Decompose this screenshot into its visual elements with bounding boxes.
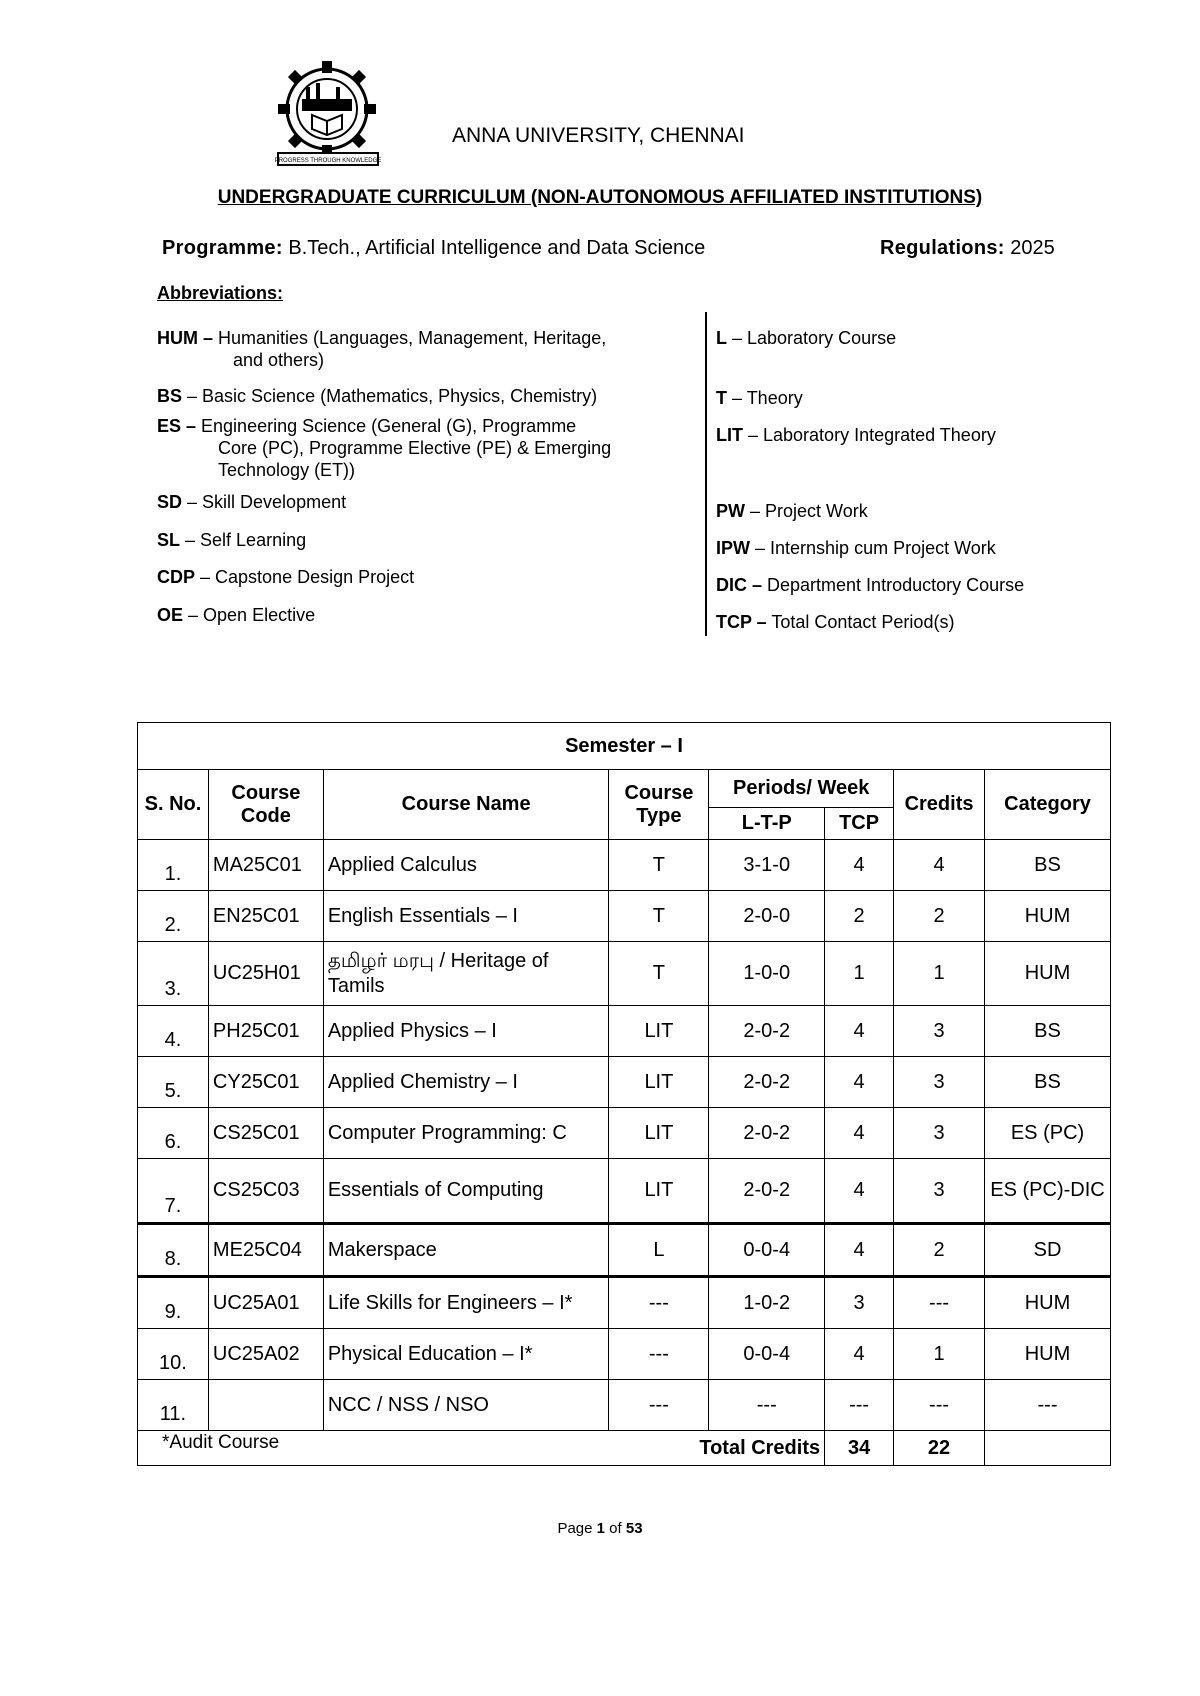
table-row: 9. UC25A01 Life Skills for Engineers – I* --- 1-0-2 3 --- HUM xyxy=(138,1277,1111,1329)
svg-text:PROGRESS THROUGH KNOWLEDGE: PROGRESS THROUGH KNOWLEDGE xyxy=(274,158,382,164)
abbr-dic: DIC – Department Introductory Course xyxy=(716,575,1025,595)
table-row: 5. CY25C01 Applied Chemistry – I LIT 2-0-2 4 3 BS xyxy=(138,1057,1111,1108)
table-row: 1. MA25C01 Applied Calculus T 3-1-0 4 4 BS xyxy=(138,840,1111,891)
regulations-label: Regulations: xyxy=(880,237,1005,259)
abbreviations-divider xyxy=(705,312,707,636)
abbr-cdp: CDP – Capstone Design Project xyxy=(157,567,415,587)
table-row: 2. EN25C01 English Essentials – I T 2-0-0 2 2 HUM xyxy=(138,891,1111,942)
abbr-ipw: IPW – Internship cum Project Work xyxy=(716,538,996,558)
abbr-lit: LIT – Laboratory Integrated Theory xyxy=(716,425,996,445)
total-credits: 22 xyxy=(894,1431,985,1466)
total-credits-label: Total Credits xyxy=(138,1431,825,1466)
regulations-line xyxy=(880,237,1055,260)
university-title: ANNA UNIVERSITY, CHENNAI xyxy=(452,124,745,147)
table-row: 4. PH25C01 Applied Physics – I LIT 2-0-2 4 3 BS xyxy=(138,1006,1111,1057)
header-course-type: Course Type xyxy=(609,770,709,840)
table-row: 11. NCC / NSS / NSO --- --- --- --- --- xyxy=(138,1380,1111,1431)
abbr-pw: PW – Project Work xyxy=(716,501,868,521)
programme-value: B.Tech., Artificial Intelligence and Data Science xyxy=(288,237,706,259)
total-row xyxy=(138,1431,1111,1466)
header-sno: S. No. xyxy=(138,770,209,840)
abbr-l: L – Laboratory Course xyxy=(716,328,897,348)
abbr-sl: SL – Self Learning xyxy=(157,530,307,550)
table-row: 3. UC25H01 தமிழர் மரபு / Heritage of Tamils T 1-0-0 1 1 HUM xyxy=(138,942,1111,1006)
total-tcp: 34 xyxy=(825,1431,894,1466)
total-category-empty xyxy=(985,1431,1111,1466)
semester-title: Semester – I xyxy=(138,723,1111,770)
header-ltp: L-T-P xyxy=(709,808,825,840)
table-row: 10. UC25A02 Physical Education – I* --- 0-0-4 4 1 HUM xyxy=(138,1329,1111,1380)
abbr-oe: OE – Open Elective xyxy=(157,605,316,625)
abbreviations-heading: Abbreviations: xyxy=(157,283,284,303)
programme-line xyxy=(162,237,705,260)
abbr-t: T – Theory xyxy=(716,388,803,408)
regulations-value: 2025 xyxy=(1010,237,1055,259)
table-row: 7. CS25C03 Essentials of Computing LIT 2-0-2 4 3 ES (PC)-DIC xyxy=(138,1159,1111,1224)
table-row: 8. ME25C04 Makerspace L 0-0-4 4 2 SD xyxy=(138,1224,1111,1277)
page-number: Page 1 of 53 xyxy=(557,1520,643,1537)
abbr-bs: BS – Basic Science (Mathematics, Physics, Chemistry) xyxy=(157,386,598,406)
table-row: 6. CS25C01 Computer Programming: C LIT 2-0-2 4 3 ES (PC) xyxy=(138,1108,1111,1159)
header-course-name: Course Name xyxy=(323,770,609,840)
header-course-code: Course Code xyxy=(208,770,323,840)
audit-footnote: *Audit Course xyxy=(162,1432,280,1453)
curriculum-title: UNDERGRADUATE CURRICULUM (NON-AUTONOMOUS AFFILIATED INSTITUTIONS) xyxy=(217,187,983,208)
semester-table xyxy=(137,722,1111,1466)
abbr-hum: HUM – Humanities (Languages, Management, Heritage, and others) xyxy=(157,328,607,370)
university-logo xyxy=(270,57,385,169)
abbr-es: ES – Engineering Science (General (G), Programme Core (PC), Programme Elective (PE) & Emerging Technology (ET)) xyxy=(157,416,612,480)
header-tcp: TCP xyxy=(825,808,894,840)
abbr-sd: SD – Skill Development xyxy=(157,492,347,512)
abbr-tcp: TCP – Total Contact Period(s) xyxy=(716,612,955,632)
header-category: Category xyxy=(985,770,1111,840)
header-periods: Periods/ Week xyxy=(709,770,894,808)
header-credits: Credits xyxy=(894,770,985,840)
programme-label: Programme: xyxy=(162,237,283,259)
